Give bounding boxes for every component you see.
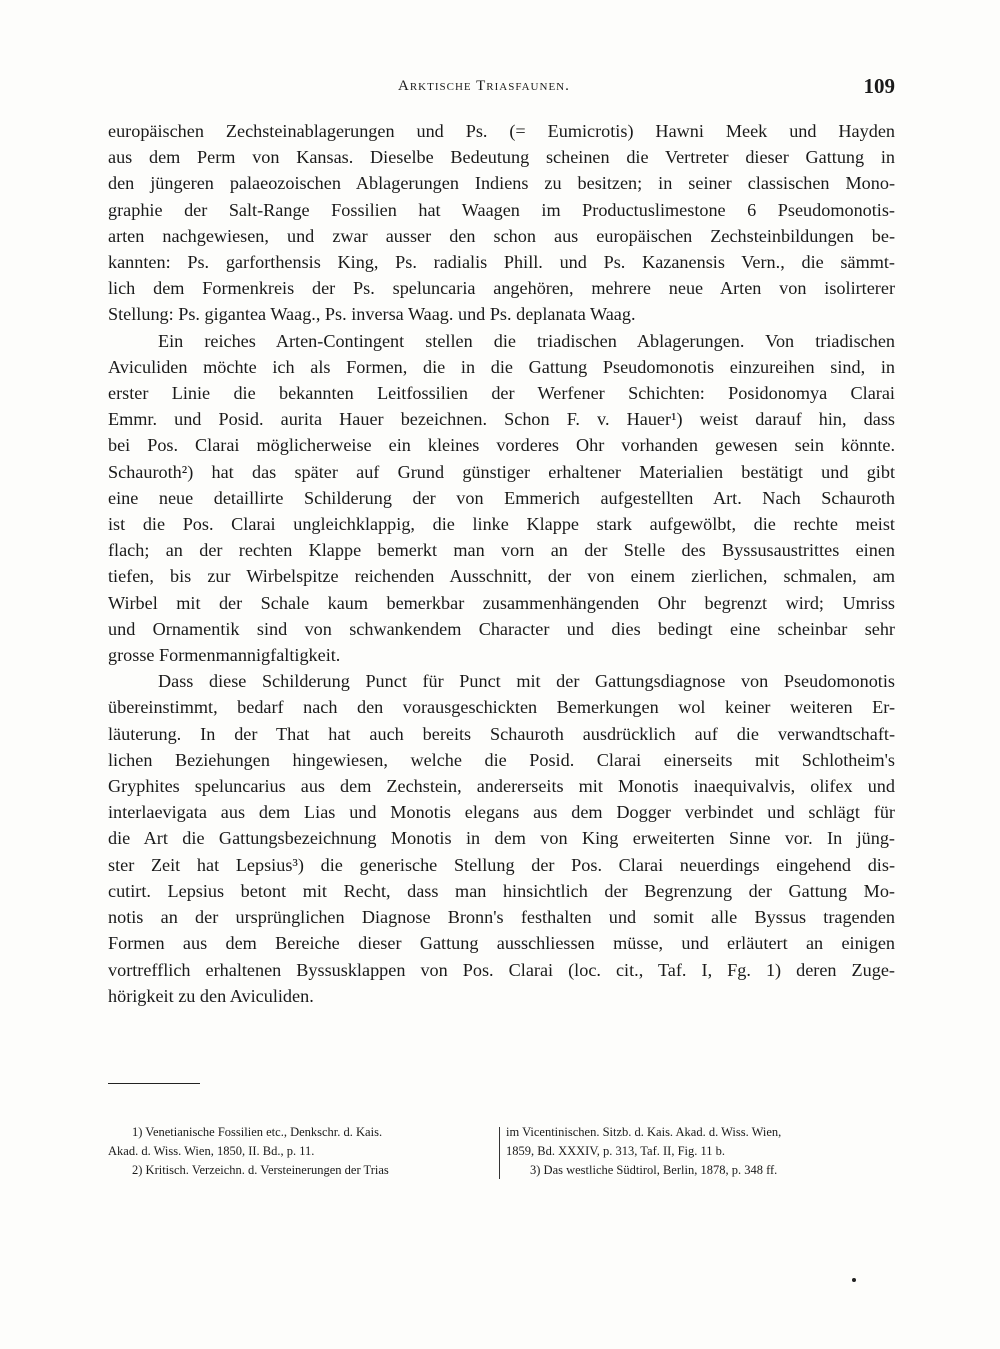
text-line: Emmr. und Posid. aurita Hauer bezeichnen. Schon F. v. Hauer¹) weist darauf hin, dass (108, 409, 895, 430)
footnotes-left-column (108, 1123, 498, 1180)
ink-speck (852, 1278, 856, 1282)
text-line: Wirbel mit der Schale kaum bemerkbar zusammenhängenden Ohr begrenzt wird; Umriss (108, 592, 895, 613)
running-title: Arktische Triasfaunen. (398, 78, 570, 94)
text-line: vortrefflich erhaltenen Byssusklappen von Pos. Clarai (loc. cit., Taf. I, Fg. 1) deren Zuge- (108, 959, 895, 980)
text-line: Schauroth²) hat das später auf Grund günstiger erhaltener Materialien bestätigt und gibt (108, 461, 895, 482)
body-text (108, 118, 895, 1009)
text-line: arten nachgewiesen, und zwar ausser den schon aus europäischen Zechsteinbildungen be- (108, 225, 895, 246)
text-line: lichen Beziehungen hingewiesen, welche die Posid. Clarai einerseits mit Schlotheim's (108, 749, 895, 770)
text-line: Dass diese Schilderung Punct für Punct mit der Gattungsdiagnose von Pseudomonotis (158, 671, 895, 692)
paragraph (108, 668, 895, 1009)
text-line: läuterung. In der That hat auch bereits Schauroth ausdrücklich auf die verwandtschaft- (108, 723, 895, 744)
footnote-line: im Vicentinischen. Sitzb. d. Kais. Akad. d. Wiss. Wien, (506, 1125, 782, 1139)
paragraph (108, 118, 895, 328)
footnotes-right-column (506, 1123, 896, 1180)
page-header (108, 74, 895, 104)
text-line: europäischen Zechsteinablagerungen und Ps. (= Eumicrotis) Hawni Meek und Hayden (108, 121, 895, 141)
text-line: tiefen, bis zur Wirbelspitze reichenden Ausschnitt, der von einem zierlichen, schmalen, am (108, 566, 895, 587)
text-line: Ein reiches Arten-Contingent stellen die triadischen Ablagerungen. Von triadischen (158, 330, 895, 351)
footnote-line: 1) Venetianische Fossilien etc., Denkschr. d. Kais. (132, 1125, 383, 1139)
text-line: ist die Pos. Clarai ungleichklappig, die linke Klappe stark aufgewölbt, die rechte meist (108, 514, 895, 535)
paragraph (108, 328, 895, 669)
text-line: kannten: Ps. garforthensis King, Ps. radialis Phill. und Ps. Kazanensis Vern., die sämmt- (108, 252, 895, 273)
text-line: interlaevigata aus dem Lias und Monotis elegans aus dem Dogger verbindet und schlägt für (108, 802, 895, 823)
text-line: notis an der ursprünglichen Diagnose Bronn's festhalten und somit alle Byssus tragenden (108, 907, 895, 928)
text-line: den jüngeren palaeozoischen Ablagerungen Indiens zu besitzen; in seiner classischen Mono- (108, 173, 895, 194)
column-divider (499, 1127, 500, 1179)
text-line: bei Pos. Clarai möglicherweise ein kleines vorderes Ohr vorhanden gewesen sein könnte. (108, 435, 895, 456)
page-number: 109 (863, 74, 895, 98)
footnote-line: 2) Kritisch. Verzeichn. d. Versteinerungen der Trias (132, 1163, 389, 1177)
footnote-rule (108, 1083, 200, 1084)
text-line: graphie der Salt-Range Fossilien hat Waagen im Productuslimestone 6 Pseudomonotis- (108, 199, 895, 220)
text-line: lich dem Formenkreis der Ps. speluncaria angehören, mehrere neue Arten von isolirterer (108, 278, 895, 299)
text-line: und Ornamentik sind von schwankendem Character und dies bedingt eine scheinbar sehr (108, 618, 895, 639)
text-line: grosse Formenmannigfaltigkeit. (108, 645, 341, 666)
footnote-line: 3) Das westliche Südtirol, Berlin, 1878, p. 348 ff. (530, 1163, 778, 1177)
text-line: Aviculiden möchte ich als Formen, die in die Gattung Pseudomonotis einzureihen sind, in (108, 356, 895, 377)
text-line: erster Linie die bekannten Leitfossilien der Werfener Schichten: Posidonomya Clarai (108, 383, 895, 404)
text-line: aus dem Perm von Kansas. Dieselbe Bedeutung scheinen die Vertreter dieser Gattung in (108, 147, 895, 168)
text-line: cutirt. Lepsius betont mit Recht, dass man hinsichtlich der Begrenzung der Gattung Mo- (108, 880, 895, 901)
text-line: Gryphites speluncarius aus dem Zechstein, andererseits mit Monotis inaequivalvis, olifex und (108, 776, 895, 797)
text-line: Formen aus dem Bereiche dieser Gattung ausschliessen müsse, und erläutert an einigen (108, 933, 895, 954)
text-line: hörigkeit zu den Aviculiden. (108, 985, 314, 1006)
text-line: flach; an der rechten Klappe bemerkt man vorn an der Stelle des Byssusaustrittes einen (108, 540, 895, 561)
text-line: Stellung: Ps. gigantea Waag., Ps. inversa Waag. und Ps. deplanata Waag. (108, 304, 636, 325)
text-line: eine neue detaillirte Schilderung der von Emmerich aufgestellten Art. Nach Schauroth (108, 487, 895, 508)
footnote-line: 1859, Bd. XXXIV, p. 313, Taf. II, Fig. 11 b. (506, 1144, 726, 1158)
text-line: ster Zeit hat Lepsius³) die generische Stellung der Pos. Clarai neuerdings eingehend dis- (108, 854, 895, 875)
footnote-line: Akad. d. Wiss. Wien, 1850, II. Bd., p. 11. (108, 1144, 315, 1158)
footnotes (108, 1123, 895, 1185)
text-line: übereinstimmt, bedarf nach den vorausgeschickten Bemerkungen wol keiner weiteren Er- (108, 697, 895, 718)
text-line: die Art die Gattungsbezeichnung Monotis in dem von King erweiterten Sinne vor. In jüng- (108, 828, 895, 849)
